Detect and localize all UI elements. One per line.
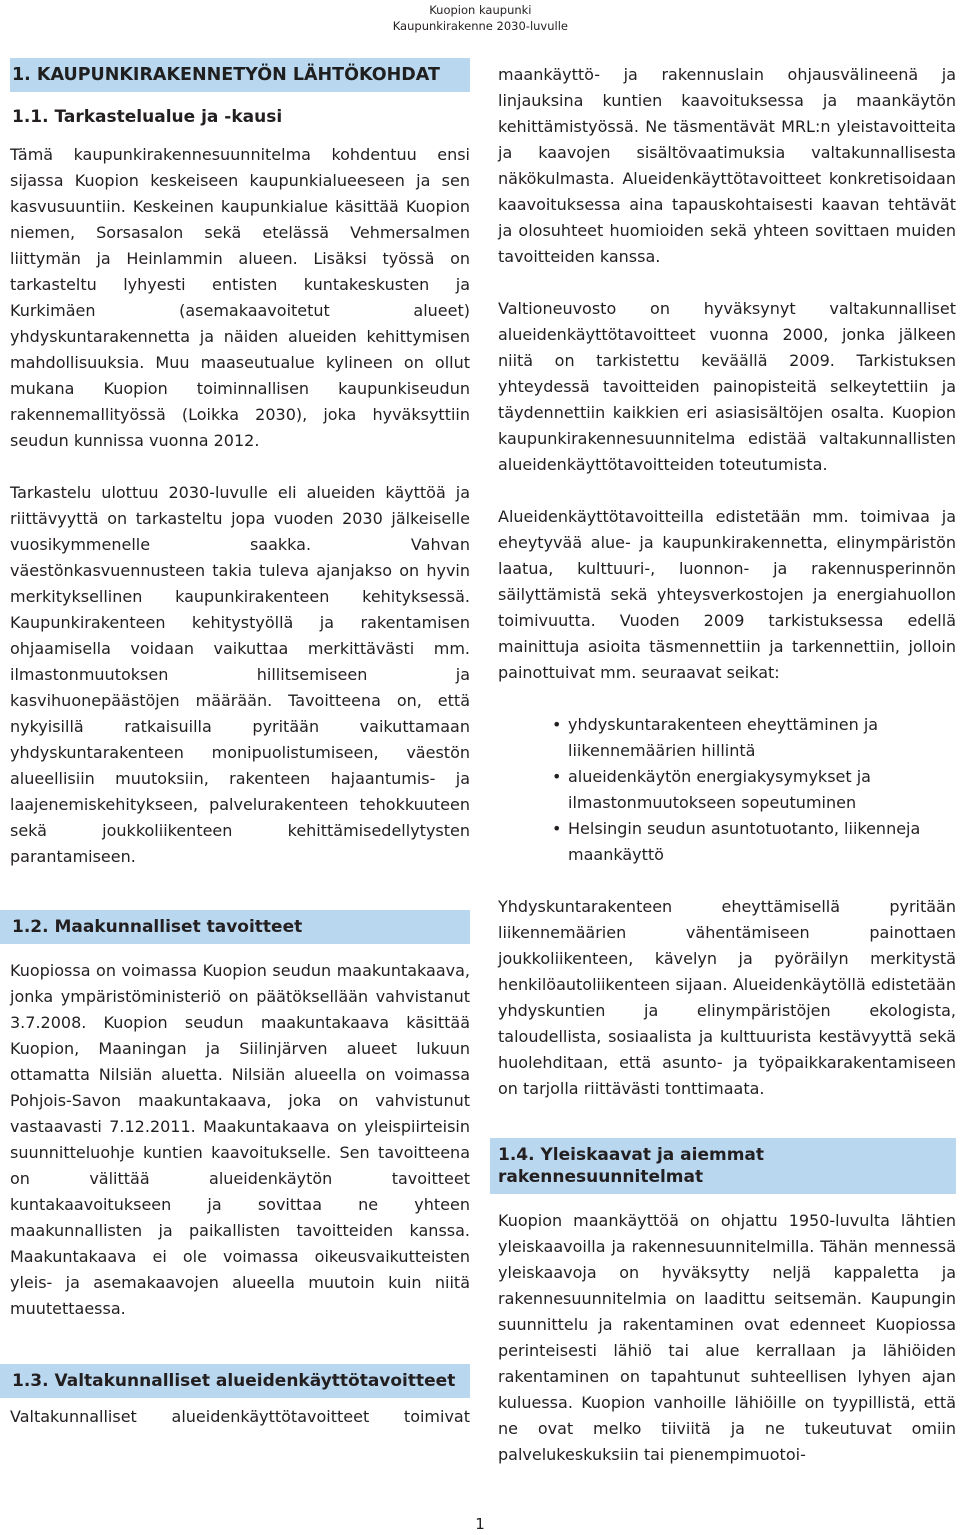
section-1-3-paragraph-1-start: Valtakunnalliset alueidenkäyttötavoitteet toimivat [10,1407,470,1426]
left-column [10,58,470,1430]
section-1-3-paragraph-1-continued: maankäyttö- ja rakennuslain ohjausvälineenä ja linjauksina kuntien kaavoituksessa ja maankäytön kehittämistyössä. Ne täsmentävät MRL:n yleistavoitteita ja kaavojen sisältövaatimuksia valtakunnallisesta näkökulmasta. Alueidenkäyttötavoitteet konkretisoidaan kaavoituksessa aina tapauskohtaisesti kaavan tehtävät ja olosuhteet huomioiden sekä yhteen sovittaen muiden tavoitteiden kanssa. [498,65,956,266]
section-1-3-paragraph-2: Valtioneuvosto on hyväksynyt valtakunnalliset alueidenkäyttötavoitteet vuonna 2000, jonka jälkeen niitä on tarkistettu keväällä 2009. Tarkistuksen yhteydessä tavoitteiden painopisteitä selkeytettiin ja täydennettiin kaikkien eri asiasisältöjen osalta. Kuopion kaupunkirakennesuunnitelma edistää valtakunnallisten alueidenkäyttötavoitteiden toteutumista. [498,299,956,474]
section-1-1-heading: 1.1. Tarkastelualue ja -kausi [12,107,283,127]
bullet-item: • alueidenkäytön energiakysymykset ja ilmastonmuutokseen sopeutuminen [552,764,956,816]
header-organization: Kuopion kaupunki [429,3,532,17]
running-header [393,2,568,34]
bullet-item: • Helsingin seudun asuntotuotanto, liikenneja maankäyttö [552,816,956,868]
section-1-heading: 1. KAUPUNKIRAKENNETYÖN LÄHTÖKOHDAT [10,58,470,92]
page-number: 1 [475,1515,485,1533]
bullet-item: • yhdyskuntarakenteen eheyttäminen ja liikennemäärien hillintä [552,712,956,764]
section-1-1-paragraph-1: Tämä kaupunkirakennesuunnitelma kohdentuu ensi sijassa Kuopion keskeiseen kaupunkialueeseen ja sen kasvusuuntiin. Keskeinen kaupunkialue käsittää Kuopion niemen, Sorsasalon sekä etelässä Vehmersalmen liittymän ja Heinlammin alueen. Lisäksi työssä on tarkasteltu lyhyesti entisten kuntakeskusten ja Kurkimäen (asemakaavoitetut alueet) yhdyskuntarakennetta ja näiden alueiden kehittymisen mahdollisuuksia. Muu maaseutualue kylineen on ollut mukana Kuopion toiminnallisen kaupunkiseudun rakennemallityössä (Loikka 2030), joka hyväksyttiin seudun kunnissa vuonna 2012. [10,145,470,450]
section-1-3-paragraph-4: Yhdyskuntarakenteen eheyttämisellä pyritään liikennemäärien vähentämiseen painottaen joukkoliikenteen, kävelyn ja pyöräilyn merkitystä henkilöautoliikenteen sijaan. Alueidenkäytöllä edistetään yhdyskuntien ja elinympäristöjen ekologista, taloudellista, sosiaalista ja kulttuurista kestävyyttä sekä huolehditaan, että asunto- ja työpaikkarakentamiseen on tarjolla riittävästi tonttimaata. [498,897,956,1098]
right-column [498,62,956,1468]
section-1-3-heading: 1.3. Valtakunnalliset alueidenkäyttötavoitteet [0,1364,470,1398]
section-1-4-heading: 1.4. Yleiskaavat ja aiemmat rakennesuunnitelmat [490,1138,956,1194]
section-1-3-paragraph-3: Alueidenkäyttötavoitteilla edistetään mm. toimivaa ja eheytyvää alue- ja kaupunkirakennetta, elinympäristön laatua, kulttuuri-, luonnon- ja rakennusperinnön säilyttämistä sekä yhteysverkostojen ja energiahuollon toimivuutta. Vuoden 2009 tarkistuksessa edellä mainittuja asioita täsmennettiin ja tarkennettiin, jolloin painottuivat mm. seuraavat seikat: [498,507,956,682]
section-1-4-paragraph-1: Kuopion maankäyttöä on ohjattu 1950-luvulta lähtien yleiskaavoilla ja rakennesuunnitelmilla. Tähän mennessä yleiskaavoja on hyväksytty neljä kappaletta ja rakennesuunnitelmia on laadittu seitsemän. Kaupungin suunnittelu ja rakentaminen ovat edenneet Kuopiossa perinteisesti lähiö tai alue kerrallaan ja lähiöiden rakentaminen on tapahtunut suhteellisen lyhyen ajan kuluessa. Kuopion vanhoille lähiöille on tyypillistä, että ne ovat melko tiiviitä ja ne tukeutuvat omiin palvelukeskuksiin tai pienempimuotoi- [498,1211,956,1464]
section-1-1-paragraph-2: Tarkastelu ulottuu 2030-luvulle eli alueiden käyttöä ja riittävyyttä on tarkasteltu jopa vuoden 2030 jälkeiselle vuosikymmenelle saakka. Vahvan väestönkasvuennusteen takia tuleva ajanjakso on hyvin merkityksellinen kaupunkirakenteen kehityksessä. Kaupunkirakenteen kehitystyöllä ja rakentamisen ohjaamisella voidaan vaikuttaa merkittävästi mm. ilmastonmuutoksen hillitsemiseen ja kasvihuonepäästöjen määrään. Tavoitteena on, että nykyisillä ratkaisuilla pyritään vaikuttamaan yhdyskuntarakenteen monipuolistumiseen, väestön alueellisiin muutoksiin, rakenteen hajaantumis- ja laajenemiskehitykseen, palvelurakenteen tehokkuuteen sekä joukkoliikenteen kehittämisedellytysten parantamiseen. [10,483,470,866]
section-1-2-paragraph-1: Kuopiossa on voimassa Kuopion seudun maakuntakaava, jonka ympäristöministeriö on päätöksellään vahvistanut 3.7.2008. Kuopion seudun maakuntakaava käsittää Kuopion, Maaningan ja Siilinjärven alueet lukuun ottamatta Nilsiän aluetta. Nilsiän alueella on voimassa Pohjois-Savon maakuntakaava, joka on vahvistunut vastaavasti 7.12.2011. Maakuntakaava on yleispiirteisin suunnitteluohje kuntien kaavoitukselle. Sen tavoitteena on välittää alueidenkäytön tavoitteet kuntakaavoitukseen ja sovittaa ne yhteen maakunnallisten ja paikallisten tavoitteiden kanssa. Maakuntakaava ei ole voimassa oikeusvaikutteisten yleis- ja asemakaavojen alueella muutoin kuin niitä muutettaessa. [10,961,470,1318]
header-document-title: Kaupunkirakenne 2030-luvulle [392,19,568,33]
section-1-2-heading: 1.2. Maakunnalliset tavoitteet [0,910,470,944]
section-1-3-bullet-list [498,712,956,868]
